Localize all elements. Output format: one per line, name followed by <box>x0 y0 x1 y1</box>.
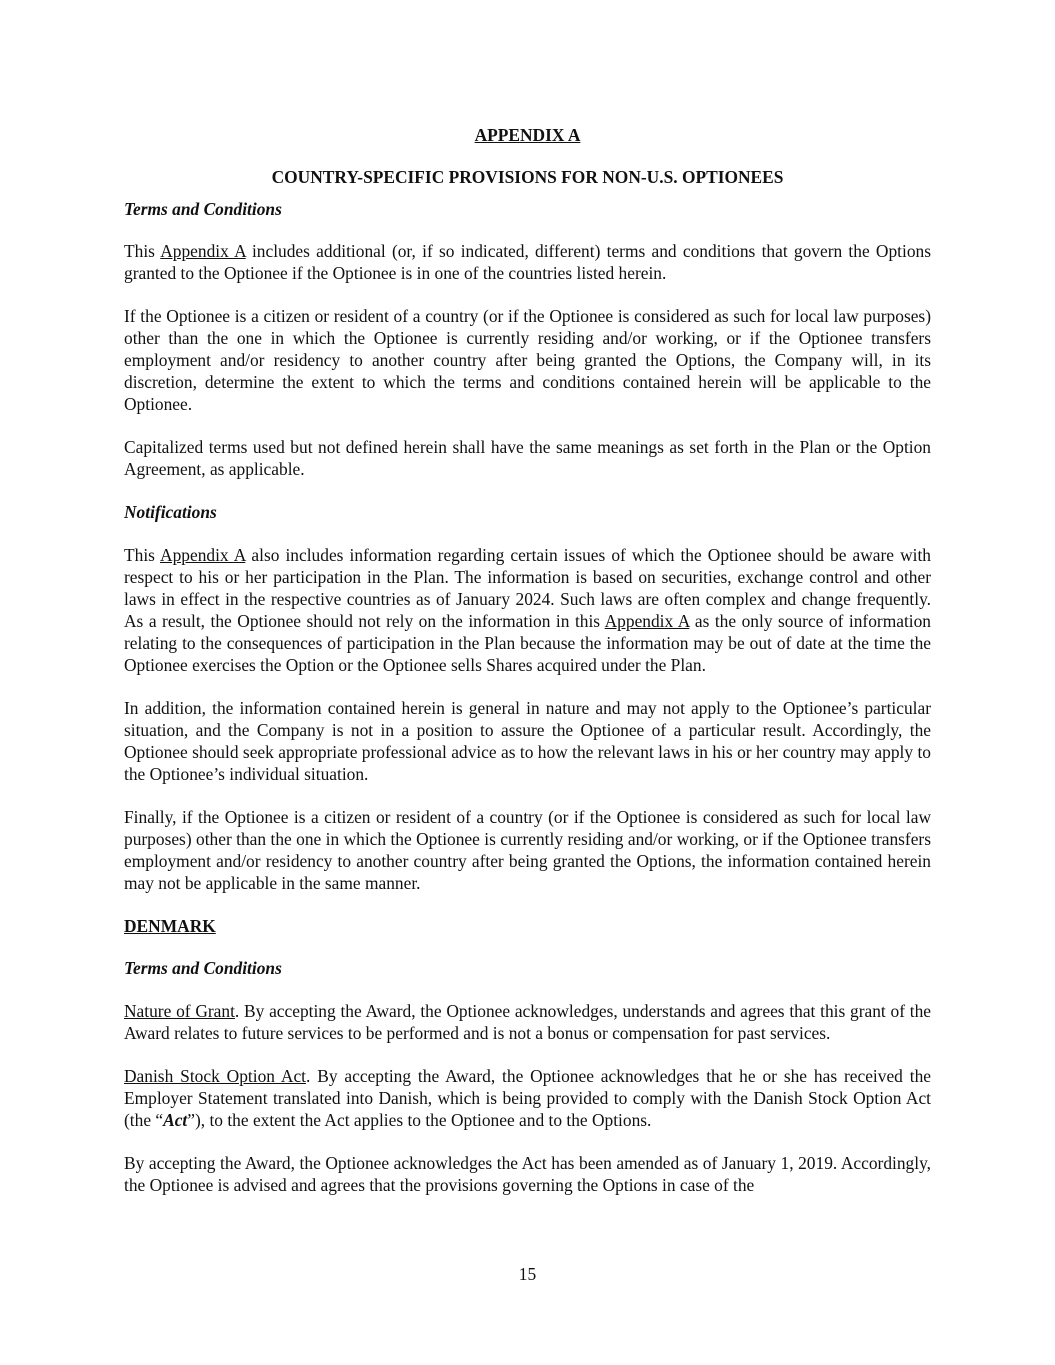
paragraph-notifications: This Appendix A also includes information regarding certain issues of which the Optionee should be aware with respect to his or her participation in the Plan. The information is based on securities, exchange control and other laws in effect in the respective countries as of January 2024. Such laws are often complex and change frequently. As a result, the Optionee should not rely on the information in this Appendix A as the only source of information relating to the consequences of participation in the Plan because the information may be out of date at the time the Optionee exercises the Option or the Optionee sells Shares acquired under the Plan. <box>124 545 931 675</box>
section-heading-terms-denmark: Terms and Conditions <box>124 958 282 978</box>
country-heading-denmark: DENMARK <box>124 916 216 936</box>
nature-of-grant-title: Nature of Grant <box>124 1001 235 1021</box>
appendix-subtitle: COUNTRY-SPECIFIC PROVISIONS FOR NON-U.S. OPTIONEES <box>271 167 784 187</box>
paragraph-nature-of-grant: Nature of Grant. By accepting the Award, the Optionee acknowledges, understands and agrees that this grant of the Award relates to future services to be performed and is not a bonus or compensation for past services. <box>124 1001 932 1043</box>
paragraph-residency: If the Optionee is a citizen or resident of a country (or if the Optionee is considered as such for local law purposes) other than the one in which the Optionee is currently residing and/or working, or if the Optionee transfers employment and/or residency to another country after being granted the Options, the Company will, in its discretion, determine the extent to which the terms and conditions contained herein will be applicable to the Optionee. <box>124 306 931 414</box>
appendix-a-reference: Appendix A <box>160 545 246 565</box>
section-heading-terms: Terms and Conditions <box>124 199 282 219</box>
appendix-a-reference: Appendix A <box>604 611 690 631</box>
paragraph-general-nature: In addition, the information contained herein is general in nature and may not apply to the Optionee’s particular situation, and the Company is not in a position to assure the Optionee of a particular result. Accordingly, the Optionee should seek appropriate professional advice as to how the relevant laws in his or her country may apply to the Optionee’s individual situation. <box>124 698 931 784</box>
paragraph-capitalized-terms: Capitalized terms used but not defined herein shall have the same meanings as set forth in the Plan or the Option Agreement, as applicable. <box>124 437 931 479</box>
danish-stock-option-act-title: Danish Stock Option Act <box>124 1066 306 1086</box>
paragraph-danish-stock-option-act: Danish Stock Option Act. By accepting the Award, the Optionee acknowledges that he or she has received the Employer Statement translated into Danish, which is being provided to comply with the Danish Stock Option Act (the “Act”), to the extent the Act applies to the Optionee and to the Options. <box>124 1066 931 1130</box>
appendix-title: APPENDIX A <box>474 125 581 145</box>
act-term: Act <box>163 1110 188 1130</box>
paragraph-finally: Finally, if the Optionee is a citizen or resident of a country (or if the Optionee is considered as such for local law purposes) other than the one in which the Optionee is currently residing and/or working, or if the Optionee transfers employment and/or residency to another country after being granted the Options, the information contained herein may not be applicable in the same manner. <box>124 807 931 893</box>
paragraph-act-amended: By accepting the Award, the Optionee acknowledges the Act has been amended as of January 1, 2019. Accordingly, the Optionee is advised and agrees that the provisions governing the Options in case of the <box>124 1153 931 1195</box>
page-number: 15 <box>518 1264 537 1284</box>
paragraph-intro: This Appendix A includes additional (or, if so indicated, different) terms and conditions that govern the Options granted to the Optionee if the Optionee is in one of the countries listed herein. <box>124 241 931 283</box>
appendix-a-reference: Appendix A <box>160 241 246 261</box>
document-page <box>124 124 931 1196</box>
section-heading-notifications: Notifications <box>124 502 217 522</box>
